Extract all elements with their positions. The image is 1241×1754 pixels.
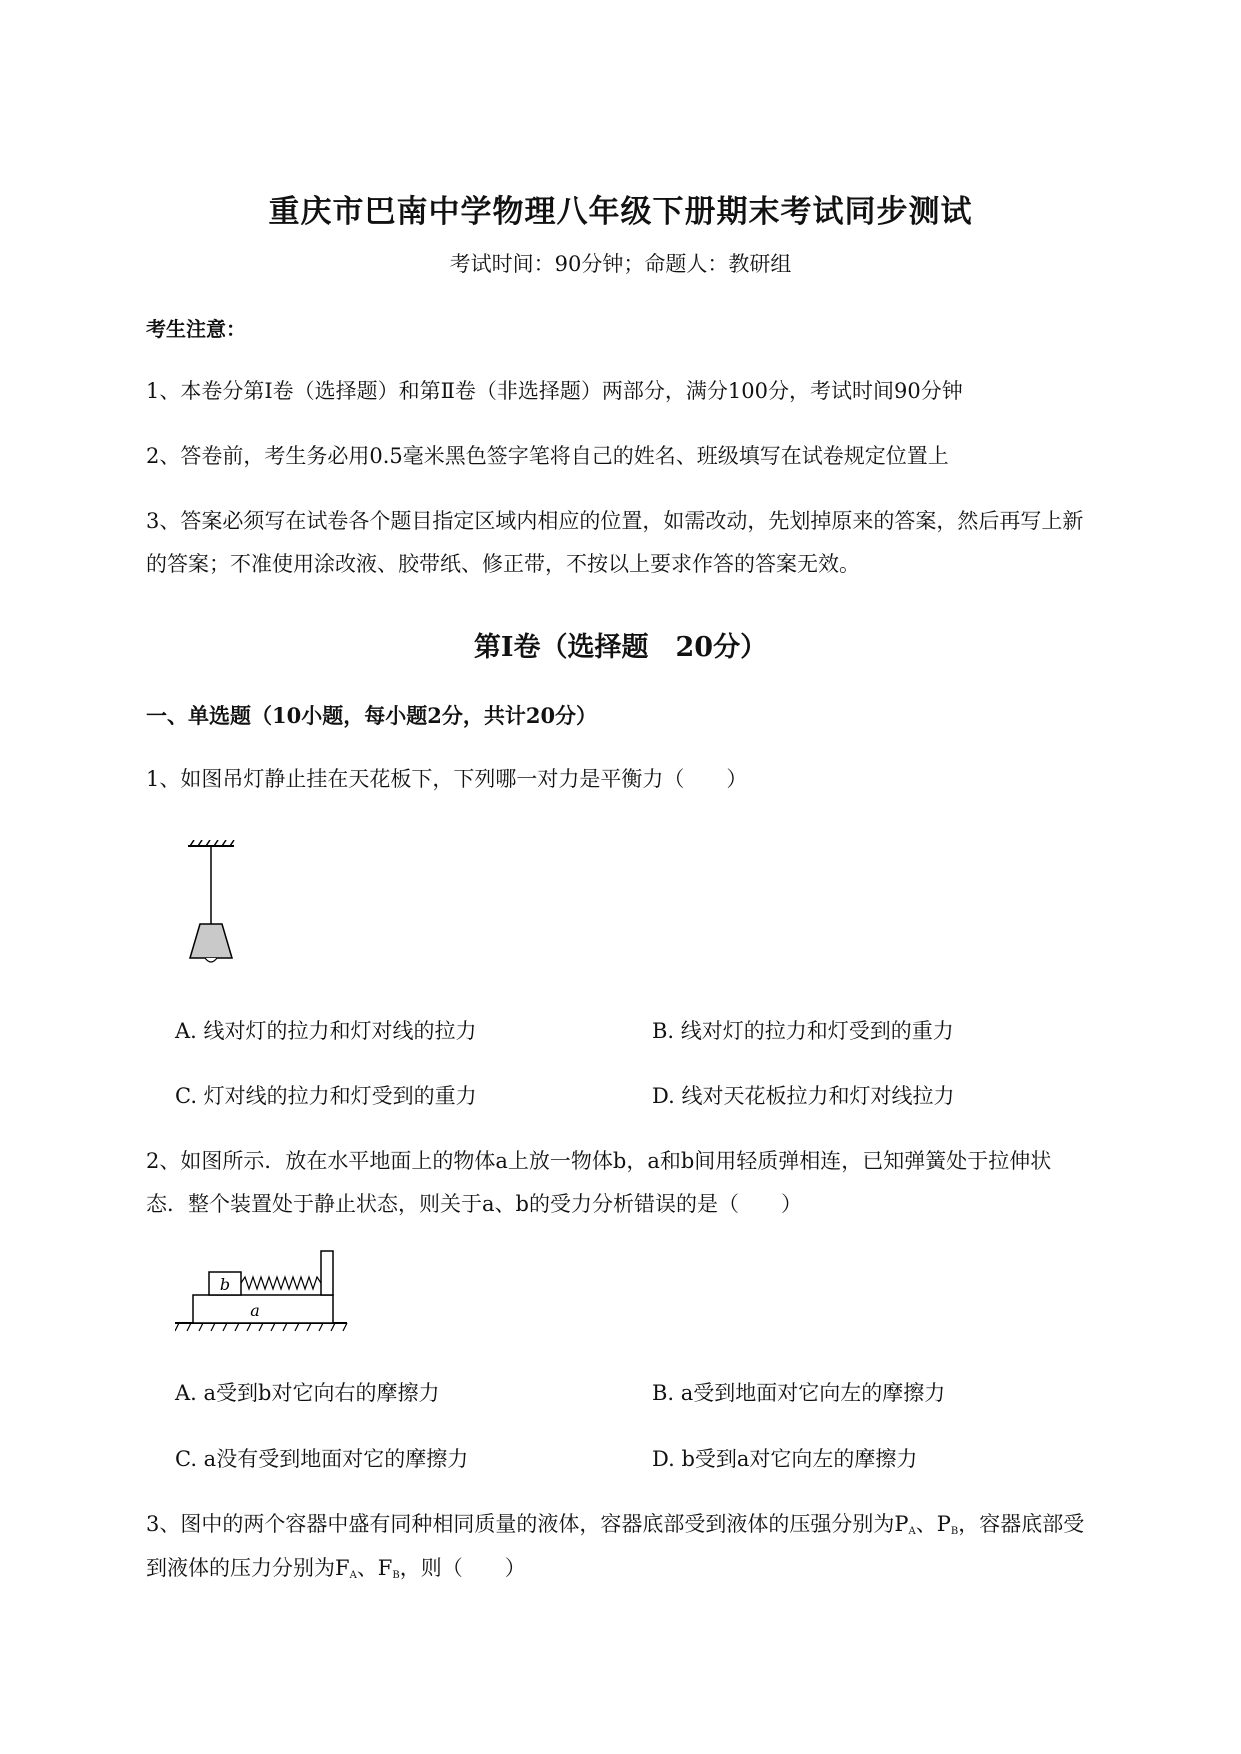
q2-option-d[interactable]: D. b受到a对它向左的摩擦力	[652, 1447, 918, 1471]
block-a	[193, 1295, 333, 1323]
q3-subscript: A	[349, 1570, 357, 1581]
section-subtitle: 一、单选题（10小题，每小题2分，共计20分）	[146, 703, 598, 728]
q2-option-b[interactable]: B. a受到地面对它向左的摩擦力	[652, 1381, 946, 1405]
q1-option-a[interactable]: A. 线对灯的拉力和灯对线的拉力	[175, 1019, 477, 1043]
question-3-stem	[146, 1552, 526, 1582]
exam-info: 考试时间：90分钟；命题人：教研组	[449, 252, 792, 276]
q3-subscript: B	[950, 1526, 959, 1537]
q3-text: ，容器底部受	[958, 1512, 1085, 1536]
notice-item: 2、答卷前，考生务必用0.5毫米黑色签字笔将自己的姓名、班级填写在试卷规定位置上	[146, 444, 949, 468]
q3-text: 3、图中的两个容器中盛有同种相同质量的液体，容器底部受到液体的压强分别为P	[146, 1512, 909, 1536]
lamp-bulb	[205, 958, 217, 962]
notice-item: 的答案；不准使用涂改液、胶带纸、修正带，不按以上要求作答的答案无效。	[146, 552, 860, 576]
q3-text: 、P	[915, 1512, 951, 1536]
page-title: 重庆市巴南中学物理八年级下册期末考试同步测试	[268, 194, 973, 230]
q3-subscript: A	[908, 1526, 916, 1537]
q1-option-b[interactable]: B. 线对灯的拉力和灯受到的重力	[652, 1019, 954, 1043]
notice-heading: 考生注意：	[146, 317, 246, 341]
block-b-label: b	[219, 1275, 231, 1294]
spring	[241, 1277, 321, 1289]
q2-option-a[interactable]: A. a受到b对它向右的摩擦力	[175, 1381, 440, 1405]
notice-item: 3、答案必须写在试卷各个题目指定区域内相应的位置，如需改动，先划掉原来的答案，然后再写上新	[146, 509, 1084, 533]
hanging-lamp-figure	[178, 840, 248, 970]
q1-option-d[interactable]: D. 线对天花板拉力和灯对线拉力	[652, 1084, 955, 1108]
lamp-shade	[190, 924, 232, 958]
question-3-stem	[146, 1508, 1084, 1538]
q3-subscript: B	[392, 1570, 400, 1581]
notice-item: 1、本卷分第I卷（选择题）和第Ⅱ卷（非选择题）两部分，满分100分，考试时间90分钟	[146, 379, 963, 403]
question-2-stem: 2、如图所示．放在水平地面上的物体a上放一物体b，a和b间用轻质弹相连，已知弹簧处于拉伸状	[146, 1149, 1052, 1173]
q3-text: ，则（ ）	[399, 1556, 526, 1580]
ground-hatch	[175, 1323, 347, 1331]
block-a-label: a	[250, 1301, 260, 1320]
q2-option-c[interactable]: C. a没有受到地面对它的摩擦力	[175, 1447, 469, 1471]
q1-option-c[interactable]: C. 灯对线的拉力和灯受到的重力	[175, 1084, 477, 1108]
q3-text: 、F	[356, 1556, 393, 1580]
question-1-stem: 1、如图吊灯静止挂在天花板下，下列哪一对力是平衡力（ ）	[146, 767, 748, 791]
section-title: 第I卷（选择题 20分）	[473, 632, 768, 663]
wall-post	[321, 1251, 333, 1295]
spring-blocks-figure	[175, 1245, 350, 1340]
q3-text: 到液体的压力分别为F	[146, 1556, 350, 1580]
question-2-stem: 态．整个装置处于静止状态，则关于a、b的受力分析错误的是（ ）	[146, 1192, 802, 1216]
